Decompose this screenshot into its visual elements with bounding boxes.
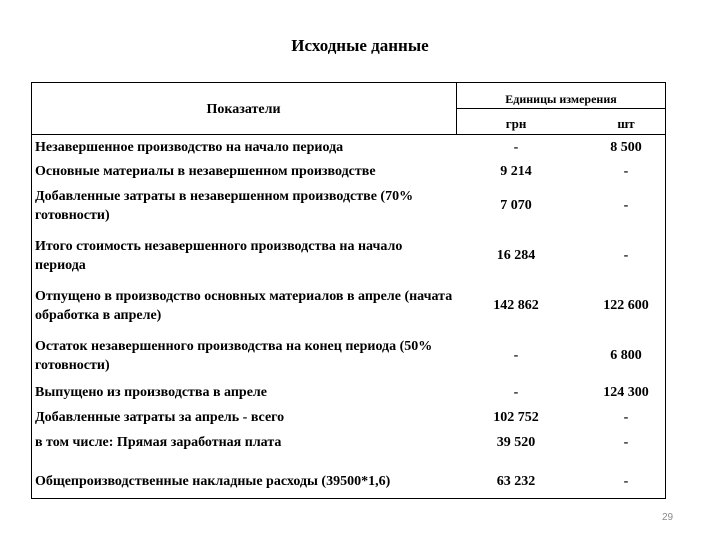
row-value-sht: - xyxy=(623,164,629,179)
row-value-grn: - xyxy=(513,385,519,400)
unit-grn-header: грн xyxy=(505,116,527,131)
row-value-grn: 39 520 xyxy=(496,435,536,450)
row-value-sht: 6 800 xyxy=(610,348,642,363)
row-value-grn: 63 232 xyxy=(496,474,536,489)
page-title: Исходные данные xyxy=(291,36,429,55)
row-label: Выпущено из производства в апреле xyxy=(35,385,267,400)
row-value-sht: - xyxy=(623,474,629,489)
page-number: 29 xyxy=(662,512,674,523)
row-value-sht: - xyxy=(623,435,629,450)
row-value-grn: 102 752 xyxy=(493,410,539,425)
row-value-sht: 124 300 xyxy=(603,385,649,400)
row-label: Основные материалы в незавершенном производстве xyxy=(35,164,376,179)
indicators-header: Показатели xyxy=(206,102,281,117)
header-bottom-rule xyxy=(31,134,666,135)
row-label: Добавленные затраты в незавершенном производстве (70% готовности) xyxy=(35,189,414,223)
row-value-grn: 7 070 xyxy=(500,198,532,213)
row-value-grn: 142 862 xyxy=(493,298,539,313)
row-value-sht: - xyxy=(623,248,629,263)
row-value-sht: 8 500 xyxy=(610,140,642,155)
row-value-sht: - xyxy=(623,198,629,213)
row-label: Итого стоимость незавершенного производства на начало периода xyxy=(35,239,403,273)
row-label: Незавершенное производство на начало периода xyxy=(35,140,344,155)
unit-sht-header: шт xyxy=(617,116,635,131)
row-label: Добавленные затраты за апрель - всего xyxy=(35,410,285,425)
row-label: Остаток незавершенного производства на конец периода (50% готовности) xyxy=(35,339,433,373)
row-value-grn: 16 284 xyxy=(496,248,536,263)
units-header: Единицы измерения xyxy=(505,92,617,106)
row-value-grn: 9 214 xyxy=(500,164,532,179)
row-label: Общепроизводственные накладные расходы (39500*1,6) xyxy=(35,474,391,489)
row-label: Отпущено в производство основных материалов в апреле (начата обработка в апреле) xyxy=(35,289,453,323)
row-label: в том числе: Прямая заработная плата xyxy=(35,435,282,450)
row-value-sht: 122 600 xyxy=(603,298,649,313)
row-value-sht: - xyxy=(623,410,629,425)
row-value-grn: - xyxy=(513,348,519,363)
row-value-grn: - xyxy=(513,140,519,155)
